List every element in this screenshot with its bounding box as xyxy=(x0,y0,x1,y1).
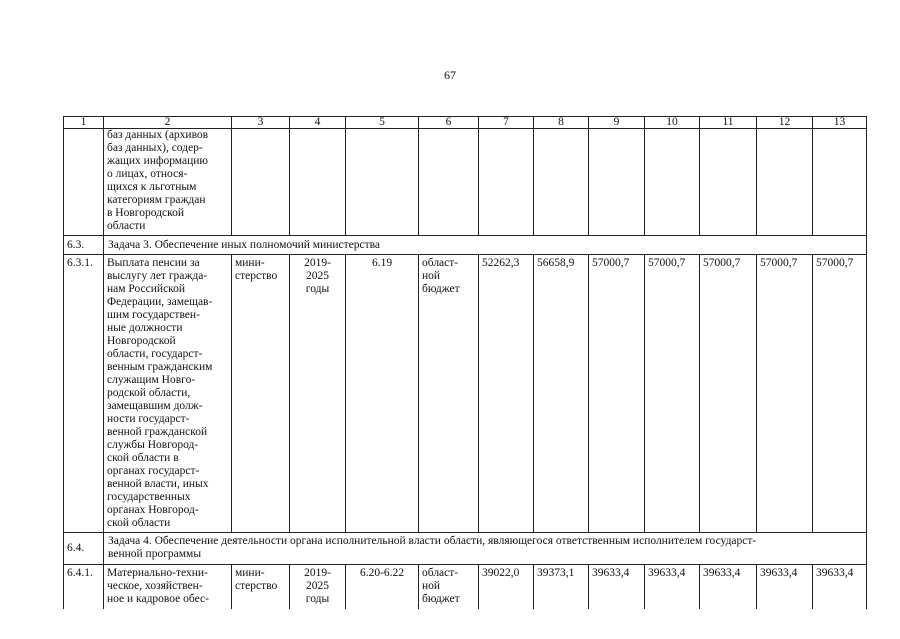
program-table xyxy=(63,116,867,609)
column-number: 12 xyxy=(757,117,813,129)
table-row-continued xyxy=(64,129,867,236)
value-cell: 56658,9 xyxy=(534,255,589,533)
column-number-row xyxy=(64,117,867,129)
column-number: 6 xyxy=(419,117,479,129)
row-code: 6.4.1. xyxy=(64,565,104,609)
executor-cell: мини- стерство xyxy=(232,565,290,609)
value-cell: 39633,4 xyxy=(757,565,813,609)
period-cell: 2019- 2025 годы xyxy=(290,255,346,533)
description-cell: баз данных (архивов баз данных), содер- жащих информацию о лицах, относя- щихся к льготным категориям граждан в Новгородской области xyxy=(104,129,232,236)
table-row xyxy=(64,255,867,533)
description-cell: Выплата пенсии за выслугу лет гражда- нам Российской Федерации, замещав- шим государствен- ные должности Новгородской области, государст- венным гражданским служащим Новго- родской области, замещавшим долж- ности государст- венной гражданской службы Новгород- ской области в органах государст- венной власти, иных государственных органах Новгород- ской области xyxy=(104,255,232,533)
value-cell: 39022,0 xyxy=(479,565,534,609)
value-cell: 39633,4 xyxy=(700,565,757,609)
value-cell: 57000,7 xyxy=(757,255,813,533)
target-cell: 6.20-6.22 xyxy=(346,565,419,609)
column-number: 13 xyxy=(813,117,867,129)
value-cell: 39633,4 xyxy=(589,565,645,609)
period-cell: 2019- 2025 годы xyxy=(290,565,346,609)
value-cell: 57000,7 xyxy=(813,255,867,533)
source-cell: област- ной бюджет xyxy=(419,255,479,533)
section-code: 6.3. xyxy=(64,236,104,255)
value-cell: 57000,7 xyxy=(645,255,700,533)
value-cell: 39633,4 xyxy=(645,565,700,609)
target-cell: 6.19 xyxy=(346,255,419,533)
source-cell: област- ной бюджет xyxy=(419,565,479,609)
code-cell xyxy=(64,129,104,236)
column-number: 9 xyxy=(589,117,645,129)
column-number: 4 xyxy=(290,117,346,129)
value-cell: 57000,7 xyxy=(700,255,757,533)
section-row xyxy=(64,236,867,255)
column-number: 2 xyxy=(104,117,232,129)
section-title: Задача 4. Обеспечение деятельности органа исполнительной власти области, являющегося ответственным исполнителем государст- венной программы xyxy=(104,533,867,565)
column-number: 7 xyxy=(479,117,534,129)
column-number: 1 xyxy=(64,117,104,129)
column-number: 3 xyxy=(232,117,290,129)
page-number: 67 xyxy=(444,68,456,82)
column-number: 10 xyxy=(645,117,700,129)
column-number: 11 xyxy=(700,117,757,129)
executor-cell: мини- стерство xyxy=(232,255,290,533)
value-cell: 39633,4 xyxy=(813,565,867,609)
table-row xyxy=(64,565,867,609)
value-cell: 39373,1 xyxy=(534,565,589,609)
section-row xyxy=(64,533,867,565)
section-title: Задача 3. Обеспечение иных полномочий министерства xyxy=(104,236,867,255)
value-cell: 52262,3 xyxy=(479,255,534,533)
column-number: 8 xyxy=(534,117,589,129)
column-number: 5 xyxy=(346,117,419,129)
section-code: 6.4. xyxy=(64,533,104,565)
value-cell: 57000,7 xyxy=(589,255,645,533)
description-cell: Материально-техни- ческое, хозяйствен- ное и кадровое обес- xyxy=(104,565,232,609)
row-code: 6.3.1. xyxy=(64,255,104,533)
